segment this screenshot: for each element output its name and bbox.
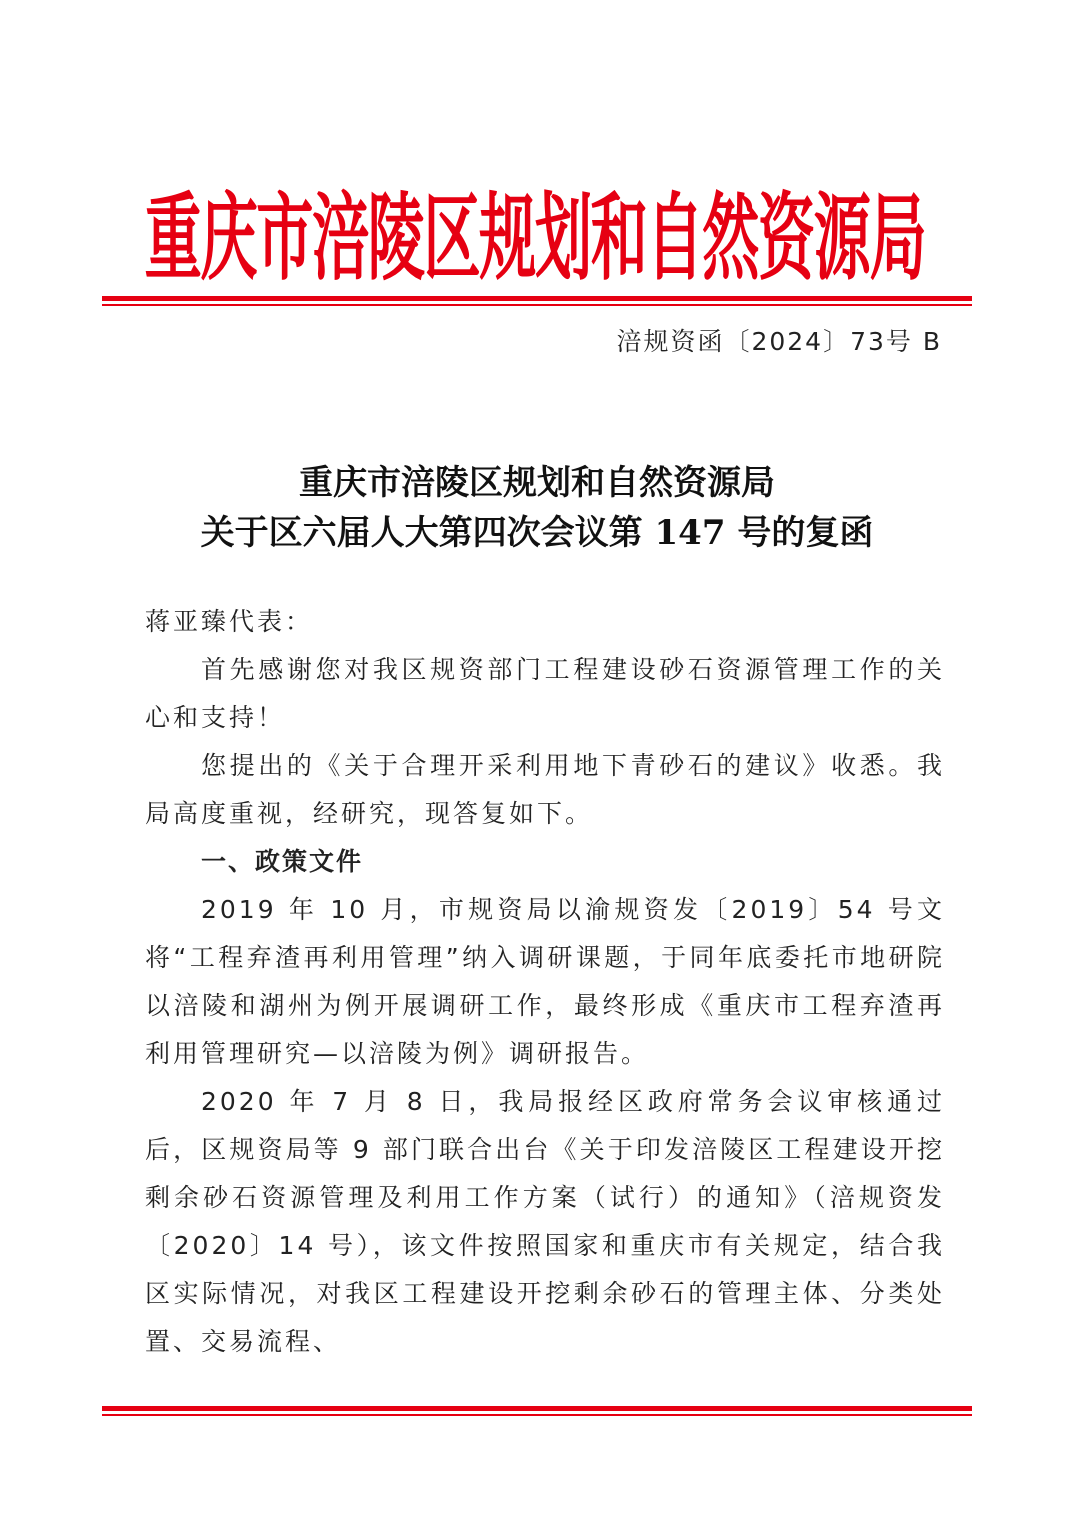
body-paragraph: 首先感谢您对我区规资部门工程建设砂石资源管理工作的关心和支持！ (145, 655, 945, 732)
body-paragraph: 您提出的《关于合理开采利用地下青砂石的建议》收悉。我局高度重视，经研究，现答复如下。 (145, 751, 945, 828)
footer-divider-thin (102, 1414, 972, 1416)
agency-masthead (100, 182, 970, 293)
body-paragraph: 2019 年 10 月，市规资局以渝规资发〔2019〕54 号文将“工程弃渣再利用管理”纳入调研课题，于同年底委托市地研院以涪陵和湖州为例开展调研工作，最终形成《重庆市工程弃渣再利用管理研究—以涪陵为例》调研报告。 (145, 895, 945, 1068)
letter-body (145, 598, 945, 1366)
section-heading: 一、政策文件 (201, 847, 364, 876)
salutation: 蒋亚臻代表： (145, 607, 314, 636)
agency-name: 重庆市涪陵区规划和自然资源局 (144, 182, 926, 293)
document-title-line2: 关于区六届人大第四次会议第 147 号的复函 (200, 513, 874, 553)
document-number: 涪规资函〔2024〕73号 B (616, 327, 942, 356)
body-paragraph: 2020 年 7 月 8 日，我局报经区政府常务会议审核通过后，区规资局等 9 部门联合出台《关于印发涪陵区工程建设开挖剩余砂石资源管理及利用工作方案（试行）的通知》（涪规资发〔2020〕14 号），该文件按照国家和重庆市有关规定，结合我区实际情况，对我区工程建设开挖剩余砂石的管理主体、分类处置、交易流程、 (145, 1087, 945, 1356)
footer-divider-thick (102, 1406, 972, 1411)
header-divider-thick (102, 296, 972, 301)
header-divider-thin (102, 304, 972, 306)
document-title-line1: 重庆市涪陵区规划和自然资源局 (299, 463, 775, 503)
